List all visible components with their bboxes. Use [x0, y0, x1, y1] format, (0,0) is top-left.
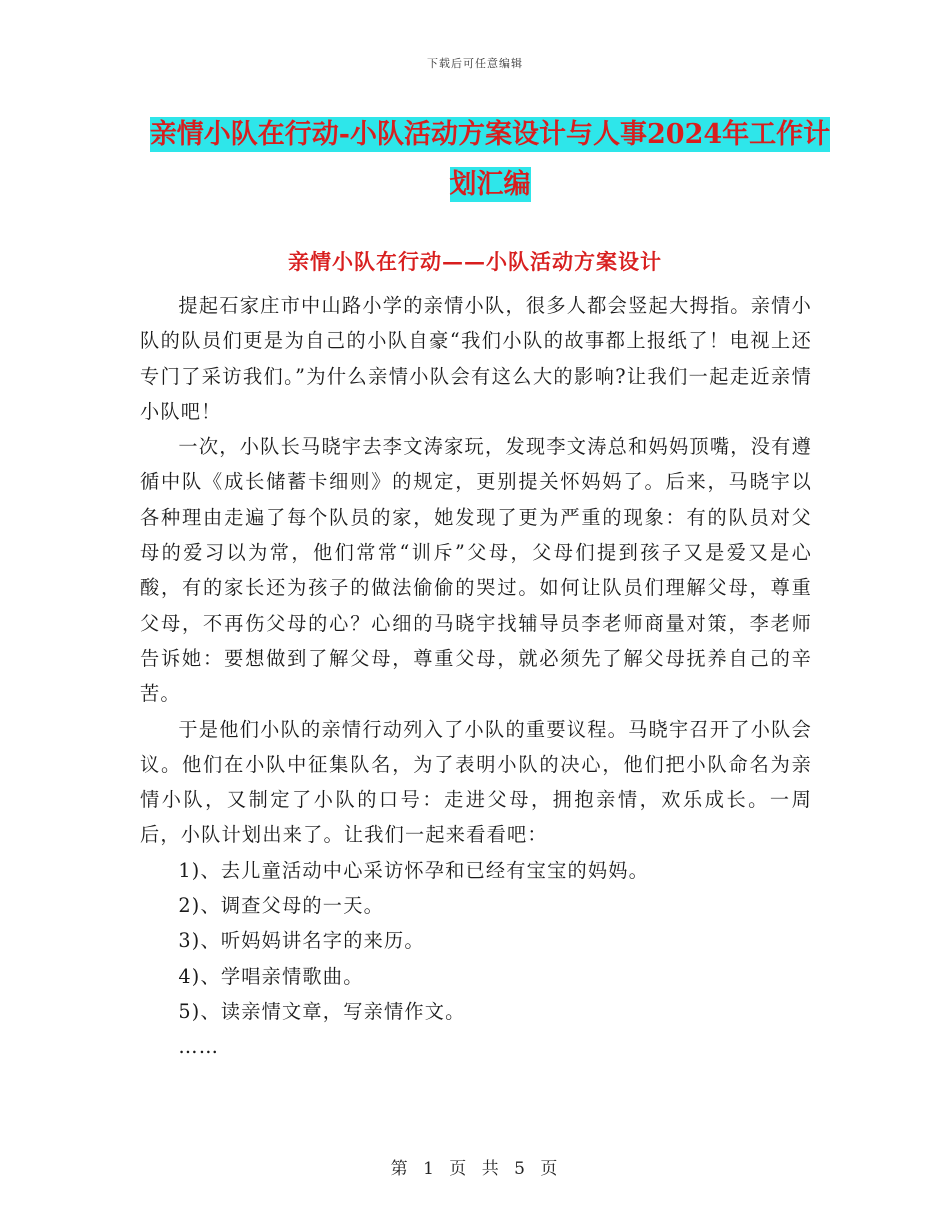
list-item: 1)、去儿童活动中心采访怀孕和已经有宝宝的妈妈。	[178, 858, 650, 882]
paragraph: 一次，小队长马晓宇去李文涛家玩，发现李文涛总和妈妈顶嘴，没有遵循中队《成长储蓄卡细则》的规定，更别提关怀妈妈了。后来，马晓宇以各种理由走遍了每个队员的家，她发现了更为严重的现象：有的队员对父母的爱习以为常，他们常常“训斥”父母，父母们提到孩子又是爱又是心酸，有的家长还为孩子的做法偷偷的哭过。如何让队员们理解父母，尊重父母，不再伤父母的心？心细的马晓宇找辅导员李老师商量对策，李老师告诉她：要想做到了解父母，尊重父母，就必须先了解父母抚养自己的辛苦。	[140, 435, 812, 706]
document-title	[140, 110, 840, 210]
document-subtitle: 亲情小队在行动——小队活动方案设计	[288, 249, 662, 274]
list-item: 3)、听妈妈讲名字的来历。	[178, 929, 425, 953]
document-title-text: 亲情小队在行动-小队活动方案设计与人事2024年工作计划汇编	[149, 119, 831, 200]
paragraph: 于是他们小队的亲情行动列入了小队的重要议程。马晓宇召开了小队会议。他们在小队中征集队名，为了表明小队的决心，他们把小队命名为亲情小队，又制定了小队的口号：走进父母，拥抱亲情，欢乐成长。一周后，小队计划出来了。让我们一起来看看吧：	[140, 717, 812, 847]
document-body	[140, 288, 812, 1065]
list-item: 5)、读亲情文章，写亲情作文。	[178, 999, 466, 1023]
list-item: ……	[178, 1035, 220, 1059]
paragraph: 提起石家庄市中山路小学的亲情小队，很多人都会竖起大拇指。亲情小队的队员们更是为自己的小队自豪“我们小队的故事都上报纸了！电视上还专门了采访我们。”为什么亲情小队会有这么大的影响?让我们一起走近亲情小队吧！	[140, 294, 812, 423]
list-item: 2)、调查父母的一天。	[178, 894, 384, 918]
header-note: 下载后可任意编辑	[427, 57, 523, 70]
page-number: 第 1 页 共 5 页	[390, 1159, 560, 1179]
list-item: 4)、学唱亲情歌曲。	[178, 964, 364, 988]
